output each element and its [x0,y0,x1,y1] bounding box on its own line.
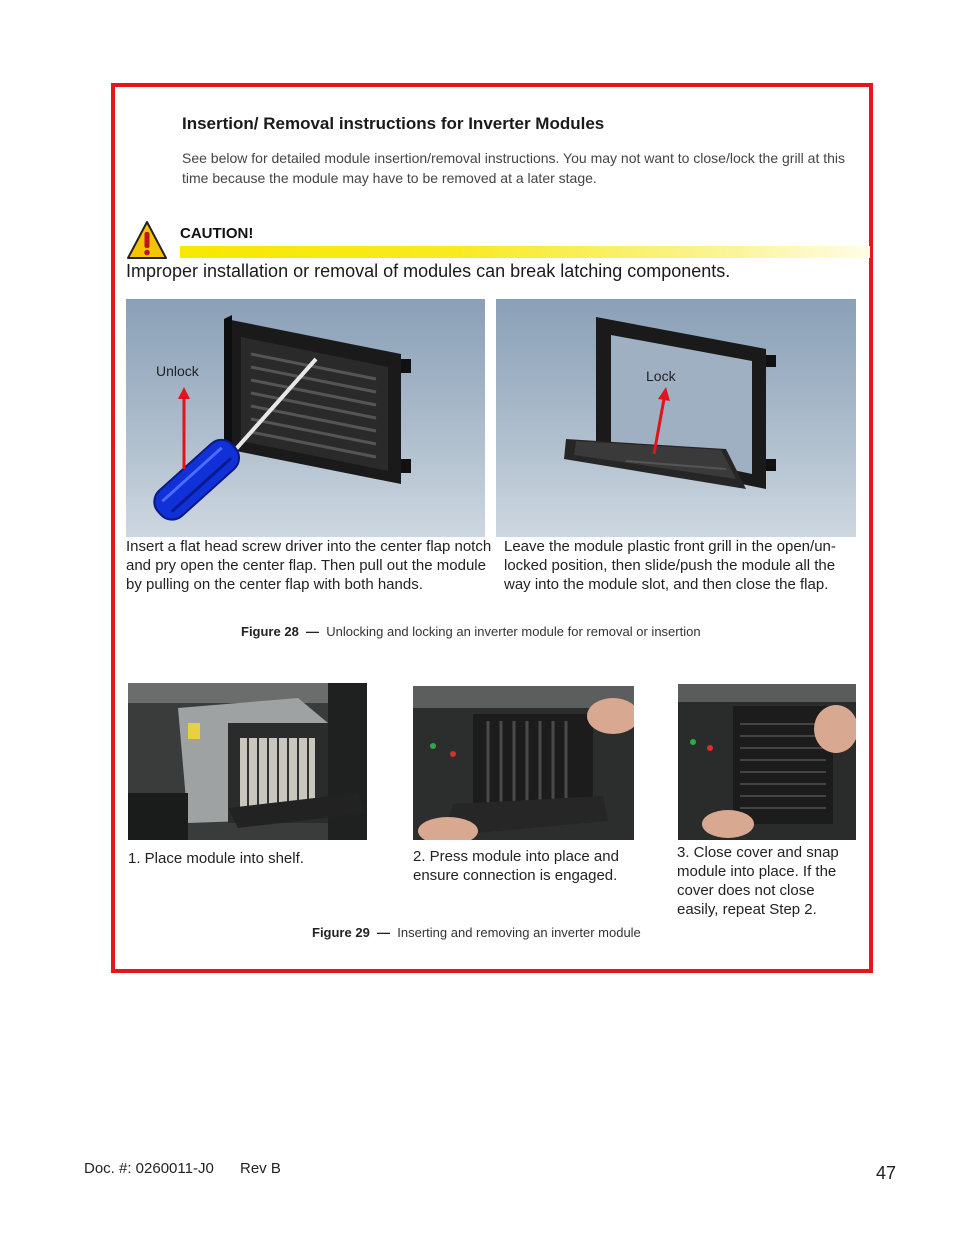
figure28-dash: — [306,624,320,639]
section-title: Insertion/ Removal instructions for Inverter Modules [182,114,605,133]
caution-message: Improper installation or removal of modules can break latching components. [126,261,731,281]
figure29-number: Figure 29 [312,925,370,940]
figure28-number: Figure 28 [241,624,299,639]
figure28-caption-text: Unlocking and locking an inverter module for removal or insertion [326,624,701,639]
figure28-unlock-image [126,299,485,537]
unlock-label: Unlock [156,363,199,379]
step3-caption: 3. Close cover and snap module into place. If the cover does not close easily, repeat Step 2. [677,844,839,918]
step2-caption: 2. Press module into place and ensure connection is engaged. [413,848,619,884]
footer-revision: Rev B [240,1160,281,1177]
step3-photo [678,684,856,840]
figure28-lock-image [496,299,856,537]
lock-label: Lock [646,368,676,384]
footer-doc-number: Doc. #: 0260011-J0 [84,1160,214,1177]
figure28-right-caption: Leave the module plastic front grill in the open/un-locked position, then slide/push the module all the way into the module slot, and then close the flap. [504,538,836,593]
step2-photo [413,686,634,840]
step1-photo [128,683,367,840]
figure29-caption-text: Inserting and removing an inverter module [397,925,641,940]
warning-triangle-icon [126,220,168,260]
page-number: 47 [876,1163,897,1183]
figure29-caption [312,925,641,940]
step1-caption: 1. Place module into shelf. [128,850,304,867]
figure29-dash: — [377,925,391,940]
figure28-caption [241,624,701,639]
caution-bar [180,246,870,258]
caution-label: CAUTION! [180,225,254,242]
section-intro: See below for detailed module insertion/removal instructions. You may not want to close/lock the grill at this time because the module may have to be removed at a later stage. [182,150,846,186]
figure28-left-caption: Insert a flat head screw driver into the center flap notch and pry open the center flap. Then pull out the module by pulling on the center flap with both hands. [126,538,492,593]
